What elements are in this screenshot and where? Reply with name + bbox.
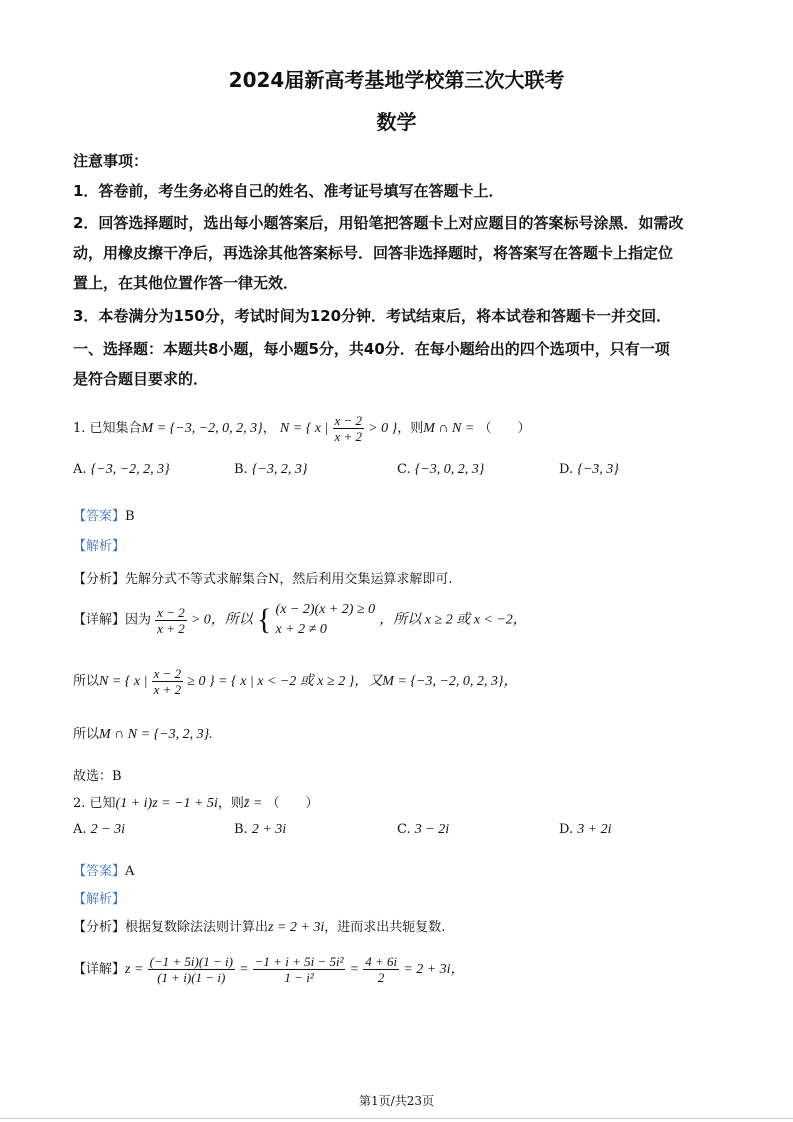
q2-option-a: A. 2 − 3i xyxy=(73,822,126,837)
q2-option-b: B. 2 + 3i xyxy=(234,822,287,837)
q2-answer: 【答案】A xyxy=(73,864,135,879)
answer-tag: 【答案】 xyxy=(73,509,126,524)
q2-fraction-1: $\frac{(-1 + 5i)(1 - i)}{(1 + i)(1 - i)}$ xyxy=(149,954,233,985)
q1-set-n-right: > 0 } xyxy=(368,421,398,436)
q1-line2-fraction: $\frac{x - 2}{x + 2}$ xyxy=(153,666,182,697)
q2-fraction-2: $\frac{\text{−1 + i + 5i − 5i²}}{\text{1 − i²}}$ xyxy=(254,954,344,985)
page-title: 2024届新高考基地学校第三次大联考 xyxy=(228,68,565,92)
page-number: 第1页/共23页 xyxy=(359,1094,434,1108)
note-2-line-3: 置上，在其他位置作答一律无效． xyxy=(73,274,299,292)
q2-fraction-3: $\frac{4 + 6i}{2}$ xyxy=(365,954,398,985)
q1-choose: 故选：B xyxy=(73,769,122,784)
q1-set-n-denominator: x + 2 xyxy=(334,429,363,444)
q1-option-b: B. {−3, 2, 3} xyxy=(234,462,308,477)
q1-prefix: 1. 已知集合 xyxy=(73,421,142,436)
section-line-1: 一、选择题：本题共8小题，每小题5分，共40分．在每小题给出的四个选项中，只有一项 xyxy=(73,340,670,358)
notes-heading: 注意事项： xyxy=(73,152,149,170)
section-line-2: 是符合题目要求的． xyxy=(73,370,209,388)
note-1: 1．答卷前，考生务必将自己的姓名、准考证号填写在答题卡上． xyxy=(73,182,504,200)
q1-option-a: A. {−3, −2, 2, 3} xyxy=(73,462,170,477)
q2-option-c: C. 3 − 2i xyxy=(397,822,450,837)
footer-divider xyxy=(0,1118,793,1119)
q1-option-d: D. {−3, 3} xyxy=(559,462,619,477)
q1-detail-line-1: 【详解】因为 $\frac{x - 2}{x + 2}$ > 0，所以 { (x − 2)(x + 2) ≥ 0 x + 2 ≠ 0 ，所以 x ≥ 2 或 x < −2， xyxy=(73,598,527,643)
q2-detail: 【详解】z = $\frac{(-1 + 5i)(1 - i)}{(1 + i)(1 - i)}$ = $\frac{\text{−1 + i + 5i − 5i²}}{\text{1 − i²}}$ = $\frac{4 + 6i}{2}$ = 2 + 3i， xyxy=(73,954,465,985)
question-1 xyxy=(73,404,530,454)
q1-fenxi: 【分析】先解分式不等式求解集合N，然后利用交集运算求解即可. xyxy=(73,572,453,587)
note-2-line-1: 2．回答选择题时，选出每小题答案后，用铅笔把答题卡上对应题目的答案标号涂黑．如需改 xyxy=(73,214,684,232)
note-2-line-2: 动，用橡皮擦干净后，再选涂其他答案标号．回答非选择题时，将答案写在答题卡上指定位 xyxy=(73,244,674,262)
q2-fenxi: 【分析】根据复数除法法则计算出z = 2 + 3i，进而求出共轭复数. xyxy=(73,920,446,935)
q1-analysis-tag: 【解析】 xyxy=(73,539,126,554)
q1-detail-fraction: $\frac{x - 2}{x + 2}$ xyxy=(157,604,185,636)
q1-option-c: C. {−3, 0, 2, 3} xyxy=(397,462,485,477)
question-2: 2. 已知(1 + i)z = −1 + 5i，则z̄ = （ ） xyxy=(73,796,319,811)
q1-set-m: M = {−3, −2, 0, 2, 3} xyxy=(141,421,263,436)
q1-set-n-fraction xyxy=(333,413,365,444)
q1-detail-line-3: 所以M ∩ N = {−3, 2, 3}. xyxy=(73,727,213,742)
q1-set-n-numerator: x − 2 xyxy=(334,413,363,428)
q1-detail-line-2: 所以N = { x | $\frac{x - 2}{x + 2}$ ≥ 0 } = { x | x < −2 或 x ≥ 2 }，又M = {−3, −2, 0, 2, 3}， xyxy=(73,666,518,697)
left-brace: { xyxy=(256,603,272,636)
note-3: 3．本卷满分为150分，考试时间为120分钟．考试结束后，将本试卷和答题卡一并交回． xyxy=(73,307,672,325)
q2-analysis-tag: 【解析】 xyxy=(73,892,126,907)
subject-title: 数学 xyxy=(376,110,417,134)
q2-option-d: D. 3 + 2i xyxy=(559,822,612,837)
q1-ask: ，则 xyxy=(397,421,424,436)
q1-paren: （ ） xyxy=(478,421,531,436)
q1-ask-expr: M ∩ N = xyxy=(423,421,475,436)
q1-comma: ， xyxy=(262,421,276,436)
q1-answer: 【答案】B xyxy=(73,509,135,524)
q1-system: (x − 2)(x + 2) ≥ 0 x + 2 ≠ 0 xyxy=(275,602,376,637)
q1-set-n-left: N = { x | xyxy=(279,421,329,436)
